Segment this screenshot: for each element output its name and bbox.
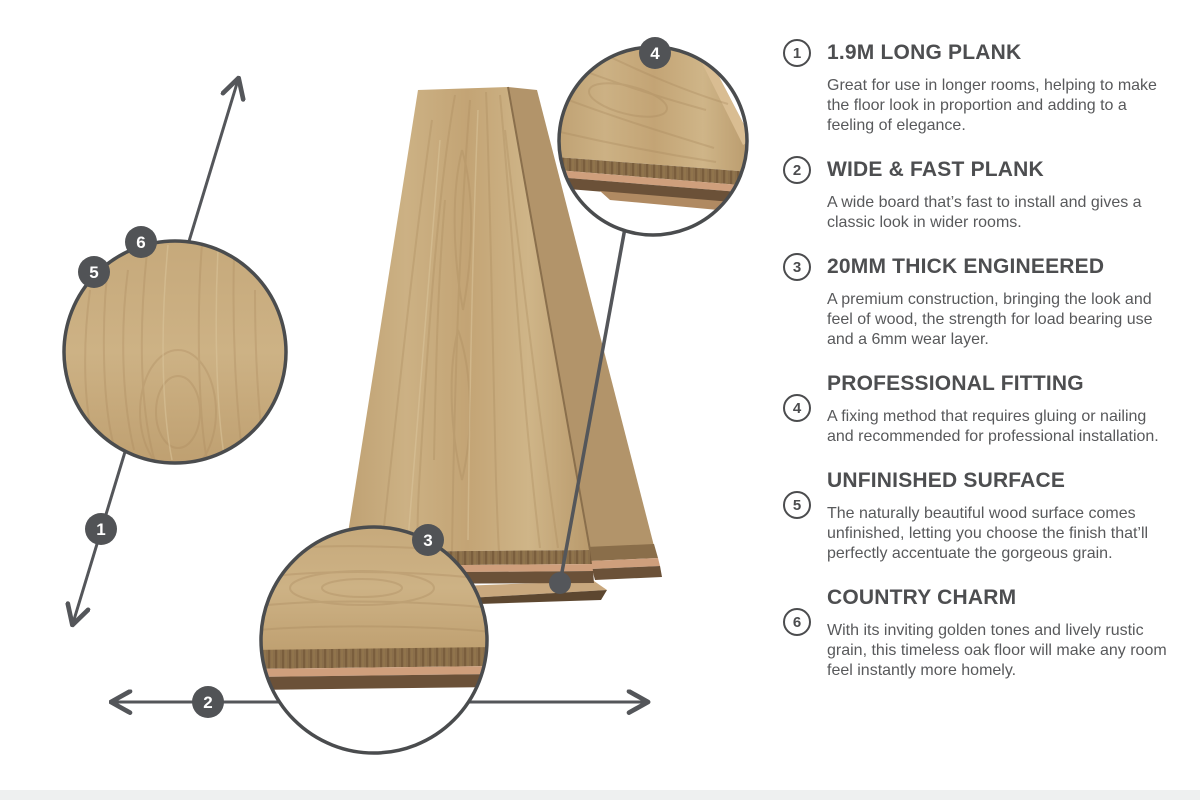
- feature-list: [783, 42, 1178, 681]
- feature-6-title: COUNTRY CHARM: [827, 586, 1017, 609]
- feature-4-number-badge: 4: [783, 394, 811, 422]
- feature-2-number-badge: 2: [783, 156, 811, 184]
- feature-item-2: [783, 159, 1178, 233]
- feature-3-number-badge: 3: [783, 253, 811, 281]
- feature-1-description: Great for use in longer rooms, helping to make the floor look in proportion and adding to a feeling of elegance.: [827, 77, 1157, 134]
- diagram-badge-2: [192, 686, 224, 718]
- feature-6-number-badge: 6: [783, 608, 811, 636]
- feature-5-title: UNFINISHED SURFACE: [827, 469, 1066, 492]
- diagram-badge-5: [78, 256, 110, 288]
- diagram-badge-3-label: 3: [423, 531, 433, 550]
- diagram-badge-4: [639, 37, 671, 69]
- feature-1-text: [827, 42, 1175, 136]
- diagram-badge-6-label: 6: [136, 233, 146, 252]
- feature-item-6: [783, 587, 1178, 681]
- feature-3-text: [827, 256, 1175, 350]
- diagram-badge-1-label: 1: [96, 520, 106, 539]
- feature-1-title: 1.9M LONG PLANK: [827, 41, 1022, 64]
- feature-4-text: [827, 373, 1175, 447]
- feature-5-description: The naturally beautiful wood surface comes unfinished, letting you choose the finish that’ll perfectly accentuate the gorgeous grain.: [827, 505, 1149, 562]
- callout-4-anchor-dot: [549, 572, 571, 594]
- feature-2-title: WIDE & FAST PLANK: [827, 158, 1044, 181]
- feature-5-text: [827, 470, 1175, 564]
- diagram-badge-6: [125, 226, 157, 258]
- feature-1-number-badge: 1: [783, 39, 811, 67]
- feature-2-text: [827, 159, 1175, 233]
- diagram-badge-5-label: 5: [89, 263, 99, 282]
- feature-4-description: A fixing method that requires gluing or nailing and recommended for professional installation.: [827, 408, 1159, 445]
- feature-6-description: With its inviting golden tones and lively rustic grain, this timeless oak floor will make any room feel instantly more homely.: [827, 622, 1167, 679]
- feature-3-description: A premium construction, bringing the look and feel of wood, the strength for load bearing use and a 6mm wear layer.: [827, 291, 1153, 348]
- feature-2-description: A wide board that’s fast to install and gives a classic look in wider rooms.: [827, 194, 1142, 231]
- diagram-badge-2-label: 2: [203, 693, 213, 712]
- diagram-badge-1: [85, 513, 117, 545]
- feature-item-5: [783, 470, 1178, 564]
- feature-6-text: [827, 587, 1175, 681]
- bottom-edge-strip: [0, 790, 1200, 800]
- feature-item-4: [783, 373, 1178, 447]
- feature-4-title: PROFESSIONAL FITTING: [827, 372, 1084, 395]
- feature-item-3: [783, 256, 1178, 350]
- diagram-badge-4-label: 4: [650, 44, 660, 63]
- feature-5-number-badge: 5: [783, 491, 811, 519]
- diagram-badge-3: [412, 524, 444, 556]
- feature-item-1: [783, 42, 1178, 136]
- feature-3-title: 20MM THICK ENGINEERED: [827, 255, 1105, 278]
- end-profile-detail-circle: [556, 44, 752, 235]
